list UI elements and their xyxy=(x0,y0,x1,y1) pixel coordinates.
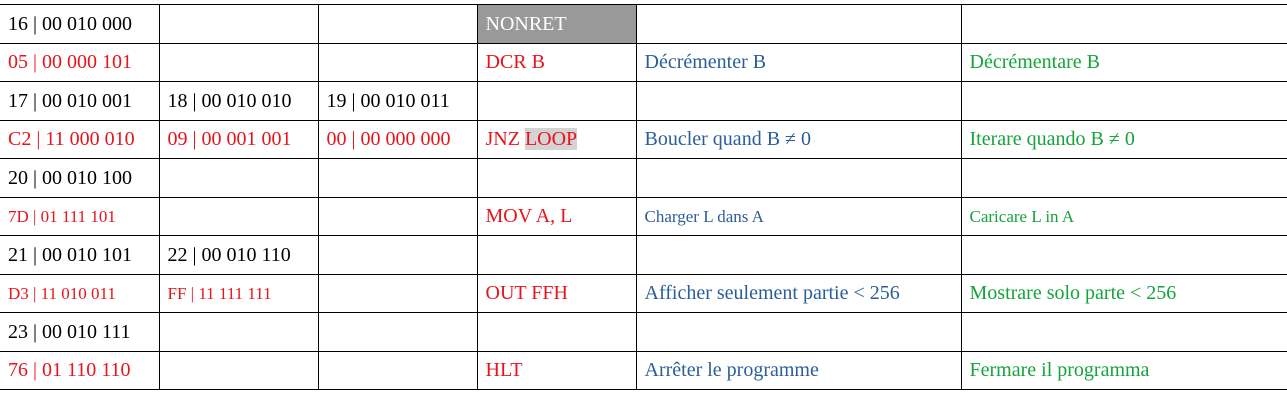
instruction-cell: MOV A, L xyxy=(477,197,636,236)
table-row xyxy=(0,5,1287,44)
byte2-cell: 09 | 00 001 001 xyxy=(159,120,318,159)
french-comment xyxy=(636,82,961,121)
italian-comment xyxy=(961,5,1287,44)
byte3-cell xyxy=(318,197,477,236)
french-comment: Boucler quand B ≠ 0 xyxy=(636,120,961,159)
address-cell: 16 | 00 010 000 xyxy=(0,5,159,44)
french-comment: Afficher seulement partie < 256 xyxy=(636,274,961,313)
instruction-label-highlighted: NONRET xyxy=(477,5,636,44)
table-row xyxy=(0,313,1287,352)
byte2-cell xyxy=(159,313,318,352)
address-cell: 21 | 00 010 101 xyxy=(0,236,159,275)
address-cell: 17 | 00 010 001 xyxy=(0,82,159,121)
french-comment xyxy=(636,5,961,44)
italian-comment: Mostrare solo parte < 256 xyxy=(961,274,1287,313)
byte3-cell xyxy=(318,43,477,82)
opcode-cell: C2 | 11 000 010 xyxy=(0,120,159,159)
byte2-cell xyxy=(159,351,318,390)
opcode-cell: D3 | 11 010 011 xyxy=(0,274,159,313)
loop-label-highlight: LOOP xyxy=(524,128,578,151)
instruction-cell xyxy=(477,236,636,275)
instruction-cell: DCR B xyxy=(477,43,636,82)
byte3-cell xyxy=(318,236,477,275)
program-table xyxy=(0,4,1287,390)
byte2-cell xyxy=(159,197,318,236)
byte3-cell: 19 | 00 010 011 xyxy=(318,82,477,121)
italian-comment: Fermare il programma xyxy=(961,351,1287,390)
table-row xyxy=(0,159,1287,198)
address-cell: 23 | 00 010 111 xyxy=(0,313,159,352)
instruction-cell xyxy=(477,313,636,352)
table-row xyxy=(0,274,1287,313)
byte3-cell: 00 | 00 000 000 xyxy=(318,120,477,159)
table-row xyxy=(0,197,1287,236)
byte3-cell xyxy=(318,5,477,44)
french-comment: Charger L dans A xyxy=(636,197,961,236)
table-row xyxy=(0,351,1287,390)
french-comment xyxy=(636,313,961,352)
italian-comment xyxy=(961,313,1287,352)
instruction-opcode: JNZ xyxy=(485,128,520,151)
table-row xyxy=(0,43,1287,82)
opcode-cell: 05 | 00 000 101 xyxy=(0,43,159,82)
opcode-cell: 7D | 01 111 101 xyxy=(0,197,159,236)
italian-comment: Caricare L in A xyxy=(961,197,1287,236)
byte3-cell xyxy=(318,159,477,198)
byte3-cell xyxy=(318,313,477,352)
byte3-cell xyxy=(318,274,477,313)
byte2-cell: 18 | 00 010 010 xyxy=(159,82,318,121)
byte2-cell xyxy=(159,43,318,82)
byte2-cell: 22 | 00 010 110 xyxy=(159,236,318,275)
instruction-cell xyxy=(477,159,636,198)
table-row xyxy=(0,82,1287,121)
byte3-cell xyxy=(318,351,477,390)
instruction-cell xyxy=(477,120,636,159)
italian-comment: Décrémentare B xyxy=(961,43,1287,82)
instruction-cell xyxy=(477,82,636,121)
byte2-cell: FF | 11 111 111 xyxy=(159,274,318,313)
french-comment xyxy=(636,159,961,198)
italian-comment xyxy=(961,159,1287,198)
byte2-cell xyxy=(159,159,318,198)
italian-comment xyxy=(961,236,1287,275)
italian-comment xyxy=(961,82,1287,121)
table-row xyxy=(0,236,1287,275)
french-comment xyxy=(636,236,961,275)
address-cell: 20 | 00 010 100 xyxy=(0,159,159,198)
french-comment: Décrémenter B xyxy=(636,43,961,82)
opcode-cell: 76 | 01 110 110 xyxy=(0,351,159,390)
byte2-cell xyxy=(159,5,318,44)
instruction-cell: HLT xyxy=(477,351,636,390)
instruction-cell: OUT FFH xyxy=(477,274,636,313)
french-comment: Arrêter le programme xyxy=(636,351,961,390)
italian-comment: Iterare quando B ≠ 0 xyxy=(961,120,1287,159)
table-row xyxy=(0,120,1287,159)
